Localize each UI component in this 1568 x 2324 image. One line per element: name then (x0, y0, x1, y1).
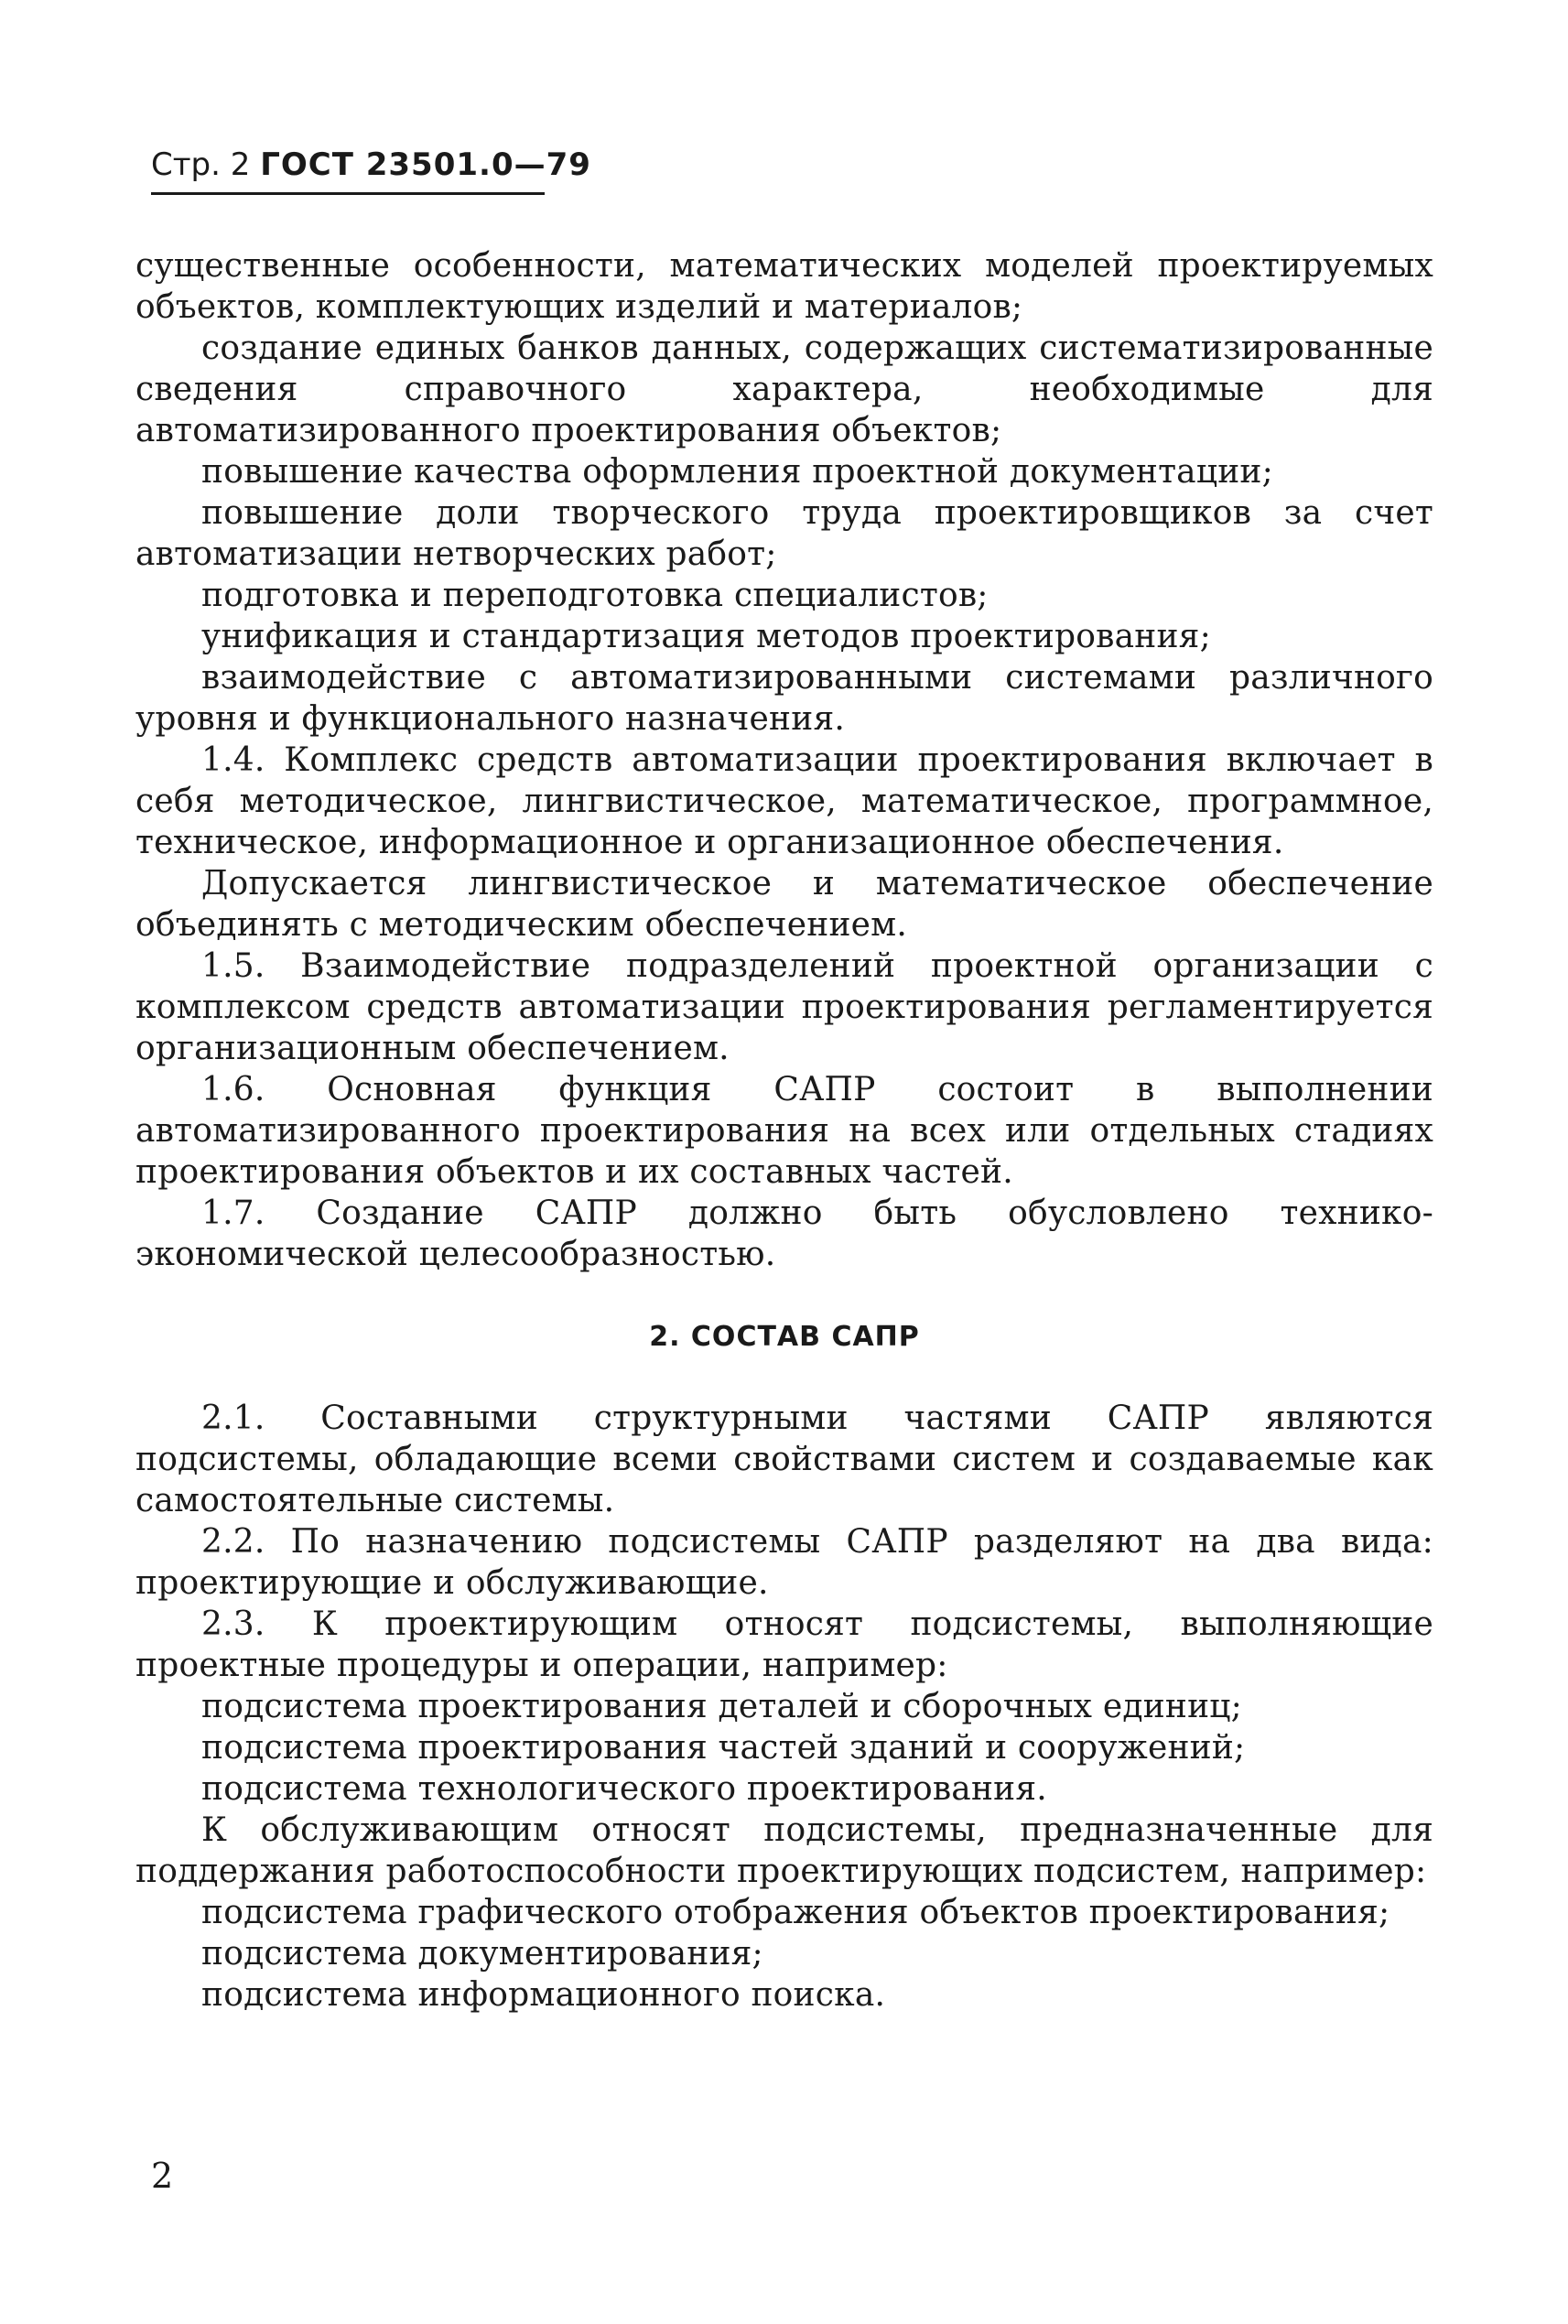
list-item: подготовка и переподготовка специалистов; (201, 577, 989, 614)
list-item: подсистема технологического проектирования. (201, 1770, 1047, 1808)
clause-2-3: 2.3. К проектирующим относят подсистемы, выполняющие проектные процедуры и операции, например: (135, 1605, 1433, 1684)
clause-1-4: 1.4. Комплекс средств автоматизации проектирования включает в себя методическое, лингвистическое, математическое, программное, техническое, информационное и организационное обеспечения. (135, 741, 1433, 861)
list-item: создание единых банков данных, содержащих систематизированные сведения справочного характера, необходимые для автоматизированного проектирования объектов; (135, 330, 1433, 449)
list-item: подсистема документирования; (201, 1935, 763, 1973)
header-page-label: Стр. 2 (151, 146, 251, 183)
page-number: 2 (151, 2156, 174, 2196)
paragraph-continuation: существенные особенности, математических моделей проектируемых объектов, комплектующих изделий и материалов; (135, 247, 1433, 326)
clause-1-5: 1.5. Взаимодействие подразделений проектной организации с комплексом средств автоматизации проектирования регламентируется организационным обеспечением. (135, 947, 1433, 1067)
clause-1-6: 1.6. Основная функция САПР состоит в выполнении автоматизированного проектирования на всех или отдельных стадиях проектирования объектов и их составных частей. (135, 1071, 1433, 1191)
list-item: повышение доли творческого труда проектировщиков за счет автоматизации нетворческих работ; (135, 494, 1433, 573)
section-title: 2. СОСТАВ САПР (649, 1321, 920, 1353)
list-item: подсистема информационного поиска. (201, 1976, 886, 2014)
document-body (135, 245, 1433, 2016)
list-item: повышение качества оформления проектной документации; (201, 453, 1273, 491)
list-item: унификация и стандартизация методов проектирования; (201, 618, 1211, 655)
clause-2-2: 2.2. По назначению подсистемы САПР разделяют на два вида: проектирующие и обслуживающие. (135, 1523, 1433, 1602)
header-rule (151, 192, 545, 195)
page-header (151, 146, 591, 183)
header-standard-number: ГОСТ 23501.0—79 (260, 146, 591, 183)
list-item: взаимодействие с автоматизированными системами различного уровня и функционального назначения. (135, 659, 1433, 738)
clause-1-7: 1.7. Создание САПР должно быть обусловлено технико-экономической целесообразностью. (135, 1194, 1433, 1273)
list-item: подсистема графического отображения объектов проектирования; (201, 1894, 1390, 1931)
list-item: подсистема проектирования частей зданий и сооружений; (201, 1729, 1246, 1767)
clause-2-1: 2.1. Составными структурными частями САПР являются подсистемы, обладающие всеми свойствами систем и создаваемые как самостоятельные системы. (135, 1400, 1433, 1519)
paragraph: К обслуживающим относят подсистемы, предназначенные для поддержания работоспособности проектирующих подсистем, например: (135, 1811, 1433, 1890)
paragraph: Допускается лингвистическое и математическое обеспечение объединять с методическим обеспечением. (135, 865, 1433, 944)
list-item: подсистема проектирования деталей и сборочных единиц; (201, 1688, 1242, 1725)
